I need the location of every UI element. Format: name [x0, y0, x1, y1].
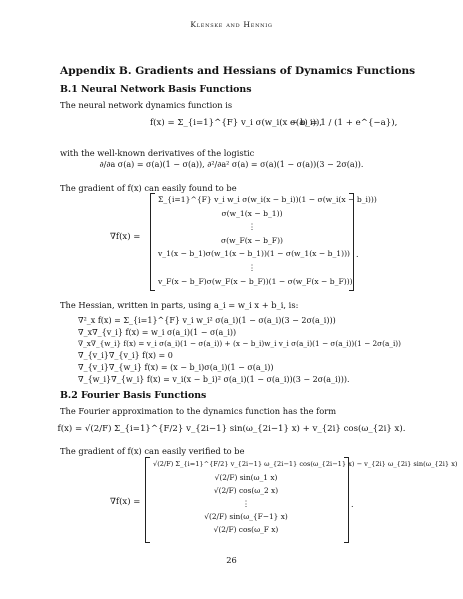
paragraph-hessian: The Hessian, written in parts, using a_i = w_i x + b_i, is: [60, 300, 299, 310]
gradient-nn-row: σ(w_F(x − b_F)) [221, 235, 283, 245]
gradient-fourier-period: . [351, 500, 354, 509]
gradient-fourier-row: √(2/F) sin(ω_1 x) [214, 473, 278, 482]
gradient-nn-period: . [356, 250, 359, 259]
hessian-equations [78, 315, 401, 385]
equation-fourier: f(x) = √(2/F) Σ_{i=1}^{F/2} v_{2i−1} sin(ω_{2i−1} x) + v_{2i} cos(ω_{2i} x). [57, 424, 406, 434]
gradient-nn-row: ⋮ [248, 262, 256, 272]
gradient-fourier-label: ∇f(x) = [110, 497, 141, 507]
page-number: 26 [226, 555, 237, 565]
hessian-line: ∇_{v_i}∇_{w_i} f(x) = (x − b_i)σ(a_i)(1 − σ(a_i)) [78, 362, 274, 372]
gradient-fourier-left-bracket [145, 457, 150, 543]
hessian-line: ∇_x∇_{w_i} f(x) = v_i σ(a_i)(1 − σ(a_i)) + (x − b_i)w_i v_i σ(a_i)(1 − σ(a_i))(1 − 2σ(a_i)) [78, 339, 402, 349]
subsection-title-nn: B.1 Neural Network Basis Functions [60, 84, 252, 95]
gradient-fourier-right-bracket [344, 457, 349, 543]
gradient-nn-row: v_1(x − b_1)σ(w_1(x − b_1))(1 − σ(w_1(x − b_1))) [158, 249, 351, 259]
gradient-fourier-row: √(2/F) sin(ω_{F−1} x) [204, 512, 288, 521]
gradient-fourier-row: √(2/F) Σ_{i=1}^{F/2} v_{2i−1} ω_{2i−1} cos(ω_{2i−1} x) − v_{2i} ω_{2i} sin(ω_{2i} x) [153, 460, 458, 468]
gradient-nn-vector [158, 193, 377, 288]
running-header: Klenske and Hennig [190, 20, 273, 29]
gradient-fourier-row: ⋮ [242, 499, 250, 508]
hessian-line: ∇_x∇_{v_i} f(x) = w_i σ(a_i)(1 − σ(a_i)) [78, 327, 237, 337]
paragraph-fourier-intro: The Fourier approximation to the dynamics function has the form [60, 406, 337, 416]
gradient-fourier-vector [153, 458, 458, 536]
section-title: Appendix B. Gradients and Hessians of Dynamics Functions [60, 65, 416, 77]
equation-nn-f: f(x) = Σ_{i=1}^{F} v_i σ(w_i(x − b_i)), [150, 118, 323, 128]
hessian-line: ∇²_x f(x) = Σ_{i=1}^{F} v_i w_i² σ(a_i)(1 − σ(a_i)(3 − 2σ(a_i))) [78, 316, 336, 325]
gradient-nn-row: v_F(x − b_F)σ(w_F(x − b_F))(1 − σ(w_F(x − b_F))) [158, 276, 353, 286]
subsection-title-fourier: B.2 Fourier Basis Functions [60, 390, 207, 401]
equation-sigma: σ(a) = 1 / (1 + e^{−a}), [290, 118, 398, 128]
gradient-nn-left-bracket [150, 193, 155, 291]
gradient-nn-row: Σ_{i=1}^{F} v_i w_i σ(w_i(x − b_i))(1 − σ(w_i(x − b_i))) [158, 195, 377, 204]
gradient-nn-right-bracket [349, 193, 354, 291]
paragraph-gradient-fourier: The gradient of f(x) can easily verified to be [60, 446, 245, 456]
equation-logistic-derivatives: ∂/∂a σ(a) = σ(a)(1 − σ(a)), ∂²/∂a² σ(a) = σ(a)(1 − σ(a))(3 − 2σ(a)). [99, 160, 364, 169]
paragraph-nn-intro: The neural network dynamics function is [60, 100, 233, 110]
hessian-line: ∇_{w_i}∇_{w_i} f(x) = v_i(x − b_i)² σ(a_i)(1 − σ(a_i))(3 − 2σ(a_i))). [78, 374, 350, 384]
gradient-nn-label: ∇f(x) = [110, 232, 141, 242]
hessian-line: ∇_{v_i}∇_{v_i} f(x) = 0 [78, 351, 173, 361]
gradient-nn-row: ⋮ [248, 222, 256, 232]
gradient-fourier-row: √(2/F) cos(ω_F x) [213, 525, 279, 534]
gradient-fourier-row: √(2/F) cos(ω_2 x) [213, 486, 279, 495]
gradient-nn-row: σ(w_1(x − b_1)) [221, 208, 283, 218]
paragraph-gradient-nn: The gradient of f(x) can easily found to be [60, 183, 237, 193]
paragraph-logistic: with the well-known derivatives of the logistic [60, 148, 255, 158]
